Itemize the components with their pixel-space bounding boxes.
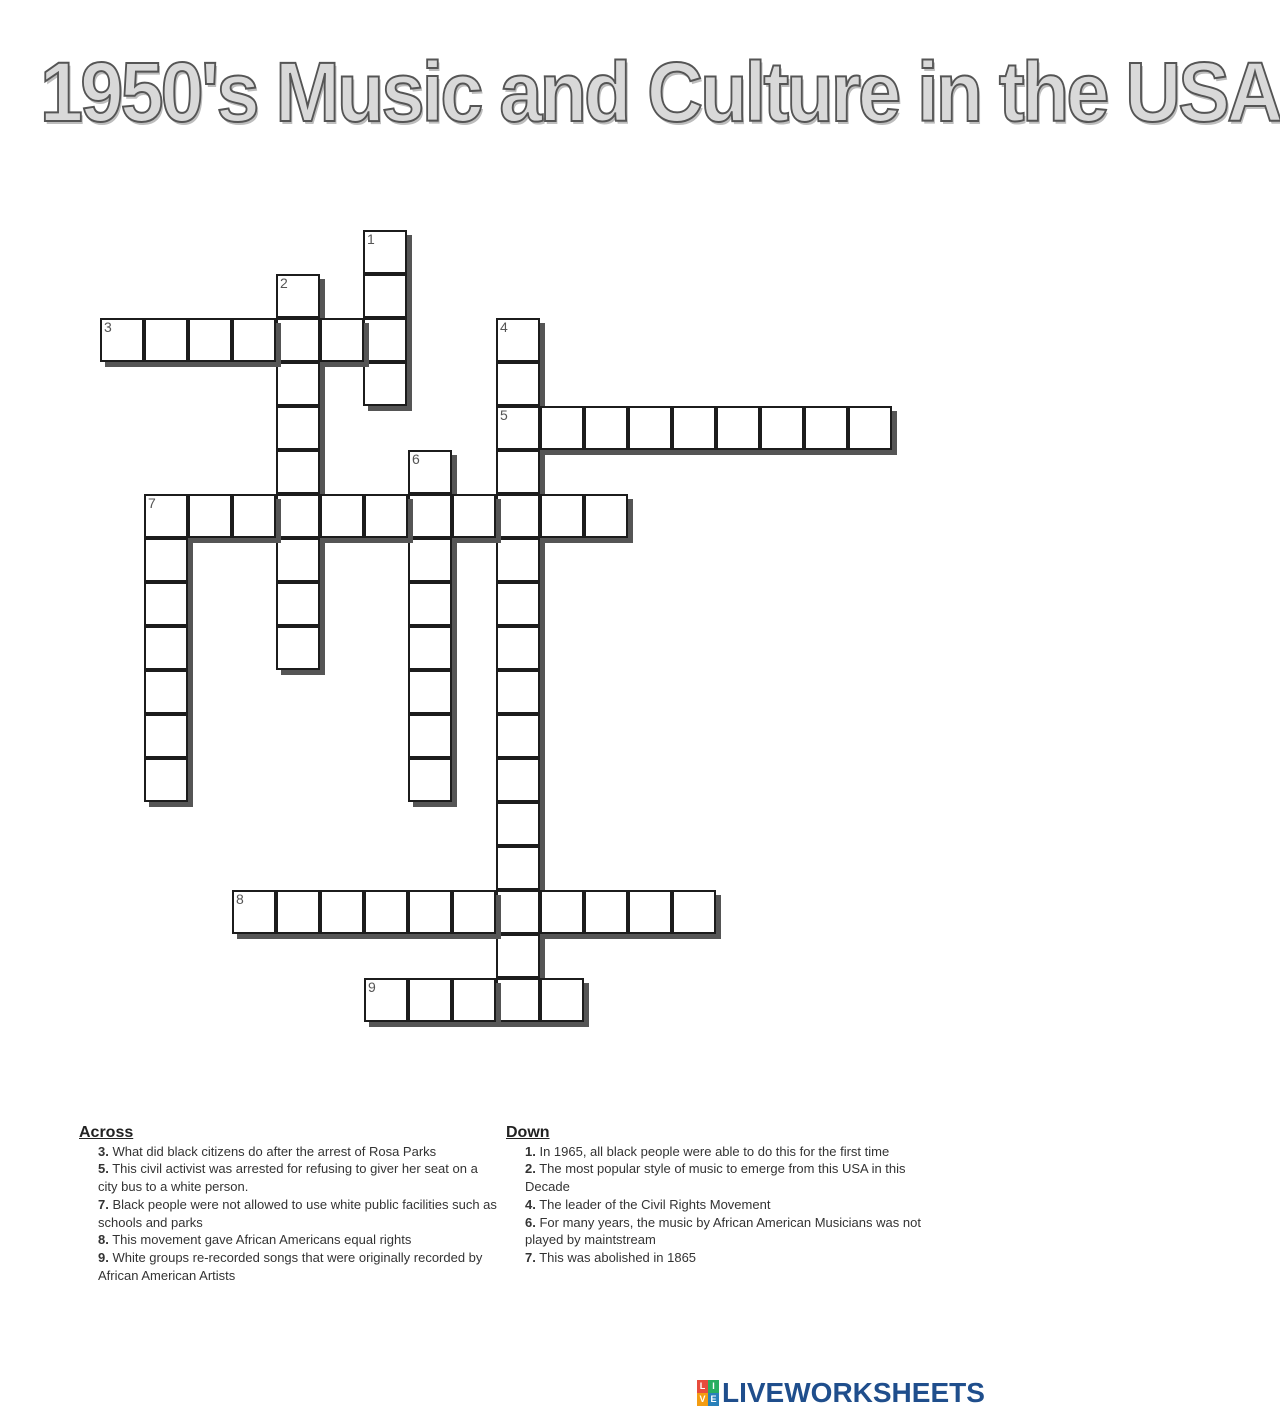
crossword-cell[interactable] [408,494,452,538]
crossword-cell[interactable] [408,670,452,714]
crossword-cell[interactable] [408,890,452,934]
down-heading: Down [506,1124,550,1141]
crossword-cell[interactable] [408,626,452,670]
crossword-cell[interactable] [144,318,188,362]
crossword-cell[interactable] [408,714,452,758]
crossword-cell[interactable] [276,626,320,670]
crossword-cell[interactable] [452,494,496,538]
crossword-cell[interactable] [496,890,540,934]
crossword-cell[interactable] [100,318,144,362]
clue-number: 9 [368,979,376,995]
liveworksheets-logo-icon [697,1380,719,1406]
liveworksheets-brand [697,1378,985,1408]
logo-letter: E [708,1393,719,1406]
clue-number: 8 [236,891,244,907]
crossword-cell[interactable] [496,450,540,494]
clue-across-9: 9. White groups re-recorded songs that were originally recorded by African American Artists [98,1249,483,1283]
logo-letter: L [697,1380,708,1393]
crossword-cell[interactable] [232,318,276,362]
crossword-cell[interactable] [496,582,540,626]
crossword-cell[interactable] [716,406,760,450]
down-clues [506,1124,926,1267]
clue-across-5: 5. This civil activist was arrested for refusing to giver her seat on a city bus to a white person. [98,1161,478,1195]
crossword-cell[interactable] [144,714,188,758]
clue-number: 4 [500,319,508,335]
crossword-cell[interactable] [408,978,452,1022]
crossword-cell[interactable] [496,670,540,714]
crossword-cell[interactable] [144,758,188,802]
clue-across-8: 8. This movement gave African Americans equal rights [98,1232,412,1248]
crossword-cell[interactable] [496,494,540,538]
crossword-cell[interactable] [276,274,320,318]
crossword-cell[interactable] [363,362,407,406]
crossword-cell[interactable] [540,494,584,538]
logo-letter: V [697,1393,708,1406]
crossword-cell[interactable] [232,494,276,538]
clue-number: 5 [500,407,508,423]
crossword-cell[interactable] [496,846,540,890]
crossword-cell[interactable] [452,890,496,934]
crossword-cell[interactable] [364,890,408,934]
crossword-cell[interactable] [188,494,232,538]
crossword-cell[interactable] [496,626,540,670]
clue-down-4: 4. The leader of the Civil Rights Movement [525,1196,771,1212]
crossword-cell[interactable] [408,538,452,582]
crossword-cell[interactable] [408,450,452,494]
crossword-cell[interactable] [672,406,716,450]
crossword-cell[interactable] [232,890,276,934]
crossword-cell[interactable] [848,406,892,450]
crossword-cell[interactable] [363,274,407,318]
crossword-cell[interactable] [144,626,188,670]
brand-name: LIVEWORKSHEETS [722,1377,985,1408]
crossword-cell[interactable] [188,318,232,362]
crossword-cell[interactable] [144,582,188,626]
crossword-cell[interactable] [672,890,716,934]
clue-number: 6 [412,451,420,467]
clue-down-6: 6. For many years, the music by African American Musicians was not played by maintstream [525,1214,921,1248]
crossword-cell[interactable] [584,890,628,934]
crossword-cell[interactable] [496,318,540,362]
clue-number: 7 [148,495,156,511]
crossword-cell[interactable] [363,318,407,362]
clue-down-2: 2. The most popular style of music to emerge from this USA in this Decade [525,1161,906,1195]
crossword-cell[interactable] [496,934,540,978]
crossword-cell[interactable] [144,494,188,538]
crossword-cell[interactable] [496,978,540,1022]
faded-credit-line [468,1033,908,1041]
crossword-cell[interactable] [804,406,848,450]
crossword-cell[interactable] [364,978,408,1022]
crossword-cell[interactable] [276,318,320,362]
clue-number: 3 [104,319,112,335]
crossword-cell[interactable] [320,318,364,362]
across-clues [79,1124,499,1284]
crossword-cell[interactable] [540,978,584,1022]
clue-across-7: 7. Black people were not allowed to use white public facilities such as schools and parks [98,1196,497,1230]
crossword-cell[interactable] [496,714,540,758]
clue-down-7: 7. This was abolished in 1865 [525,1249,697,1265]
crossword-cell[interactable] [276,890,320,934]
crossword-cell[interactable] [496,406,540,450]
clue-number: 2 [280,275,288,291]
crossword-cell[interactable] [320,494,364,538]
crossword-cell[interactable] [276,406,320,450]
clue-across-3: 3. What did black citizens do after the arrest of Rosa Parks [98,1143,437,1159]
crossword-cell[interactable] [540,890,584,934]
crossword-cell[interactable] [584,494,628,538]
crossword-cell[interactable] [760,406,804,450]
across-heading: Across [79,1124,134,1141]
crossword-cell[interactable] [276,582,320,626]
crossword-cell[interactable] [496,362,540,406]
crossword-cell[interactable] [496,802,540,846]
crossword-cell[interactable] [628,890,672,934]
crossword-cell[interactable] [320,890,364,934]
crossword-cell[interactable] [364,494,408,538]
crossword-cell[interactable] [276,494,320,538]
clue-down-1: 1. In 1965, all black people were able to do this for the first time [525,1143,890,1159]
worksheet-title: 1950's Music and Culture in the USA [40,45,1280,139]
crossword-cell[interactable] [276,362,320,406]
crossword-cell[interactable] [408,582,452,626]
crossword-cell[interactable] [276,538,320,582]
crossword-cell[interactable] [363,230,407,274]
crossword-cell[interactable] [408,758,452,802]
crossword-cell[interactable] [584,406,628,450]
crossword-cell[interactable] [276,450,320,494]
crossword-cell[interactable] [540,406,584,450]
crossword-cell[interactable] [496,538,540,582]
crossword-cell[interactable] [496,758,540,802]
crossword-cell[interactable] [144,538,188,582]
clue-number: 1 [367,231,375,247]
logo-letter: I [708,1380,719,1393]
crossword-cell[interactable] [144,670,188,714]
crossword-cell[interactable] [628,406,672,450]
crossword-cell[interactable] [452,978,496,1022]
